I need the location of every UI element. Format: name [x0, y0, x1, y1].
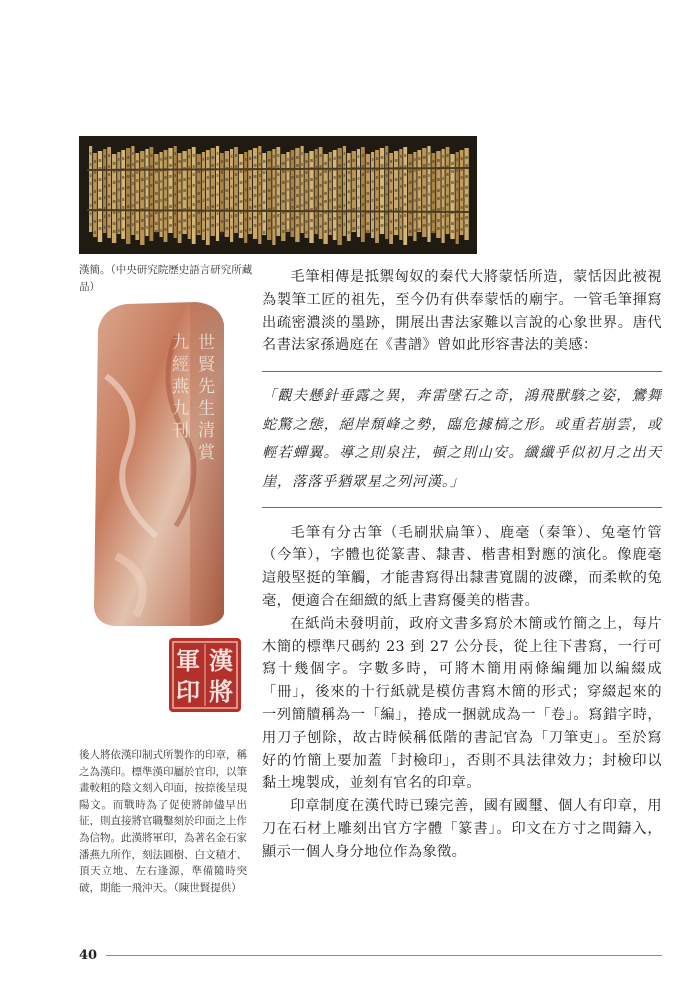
svg-text:賞: 賞	[198, 443, 215, 463]
svg-text:九: 九	[172, 399, 189, 419]
quote-block	[262, 371, 662, 507]
figure-caption-seal: 後人將依漢印制式所製作的印章，稱之為漢印。標準漢印屬於官印，以筆畫較粗的陰文刻入印面，按捺後呈現陽文。而戰時為了促使將帥儘早出征，則直接將官職鑿刻於印面之上作為信物。此漢將軍印，為著名金石家潘燕九所作，刻法圓樹、白文積才、頂天立地、左右逢源，準備隨時突破，期能一飛沖天。（陳世賢提供）	[79, 749, 247, 894]
svg-text:軍: 軍	[176, 646, 200, 675]
seal-imprint	[167, 636, 243, 714]
seal-stone-photo	[86, 296, 236, 628]
footer-rule	[106, 955, 662, 956]
bamboo-slips-photo	[79, 136, 477, 254]
svg-text:先: 先	[198, 377, 215, 397]
main-text-column	[262, 266, 662, 864]
svg-text:印: 印	[176, 677, 200, 706]
quote-text: 「觀夫懸針垂露之異，奔雷墜石之奇，鴻飛獸駭之姿，鸞舞蛇驚之態，絕岸頹峰之勢，臨危據槁之形。或重若崩雲，或輕若蟬翼。導之則泉注，頓之則山安。纖纖乎似初月之出天崖，落落乎猶眾星之列河漢。」	[262, 388, 662, 490]
paragraph-4: 印章制度在漢代時已臻完善，國有國璽、個人有印章，用刀在石材上雕刻出官方字體「篆書」。印文在方寸之間鑄入，顯示一個人身分地位作為象徵。	[262, 798, 662, 860]
svg-text:世: 世	[198, 333, 215, 353]
svg-text:將: 將	[209, 677, 233, 706]
svg-text:經: 經	[172, 355, 189, 375]
svg-text:漢: 漢	[209, 646, 233, 675]
svg-text:清: 清	[198, 421, 215, 441]
page-number: 40	[79, 948, 98, 963]
paragraph-3: 在紙尚未發明前，政府文書多寫於木簡或竹簡之上，每片木簡的標準尺碼約 23 到 27 公分長，從上往下書寫，一行可寫十幾個字。字數多時，可將木簡用兩條編繩加以編綴成「冊」，後來的十行紙就是模仿書寫木簡的形式；穿綴起來的一列簡牘稱為一「編」，捲成一捆就成為一「卷」。寫錯字時，用刀子刨除，故古時候稱低階的書記官為「刀筆吏」。至於寫好的竹簡上要加蓋「封檢印」，否則不具法律效力；封檢印以黏土塊製成，並刻有官名的印章。	[262, 615, 662, 792]
svg-text:燕: 燕	[172, 377, 189, 397]
figure-caption-slips: 漢簡。（中央研究院歷史語言研究所藏品）	[79, 264, 253, 293]
paragraph-2: 毛筆有分古筆（毛刷狀扁筆）、鹿毫（秦筆）、兔毫竹管（今筆），字體也從篆書、隸書、楷書相對應的演化。像鹿毫這般堅挺的筆觸，才能書寫得出隸書寬闊的波礫，而柔軟的兔毫，便適合在細緻的紙上書寫優美的楷書。	[262, 524, 662, 609]
svg-text:九: 九	[172, 333, 189, 353]
svg-text:刊: 刊	[172, 421, 189, 441]
paragraph-1: 毛筆相傳是抵禦匈奴的秦代大將蒙恬所造，蒙恬因此被視為製筆工匠的祖先，至今仍有供奉蒙恬的廟宇。一管毛筆揮寫出疏密濃淡的墨跡，開展出書法家難以言說的心象世界。唐代名書法家孫過庭在《書譜》曾如此形容書法的美感：	[262, 269, 662, 354]
svg-text:生: 生	[198, 399, 215, 419]
svg-text:賢: 賢	[198, 355, 215, 375]
